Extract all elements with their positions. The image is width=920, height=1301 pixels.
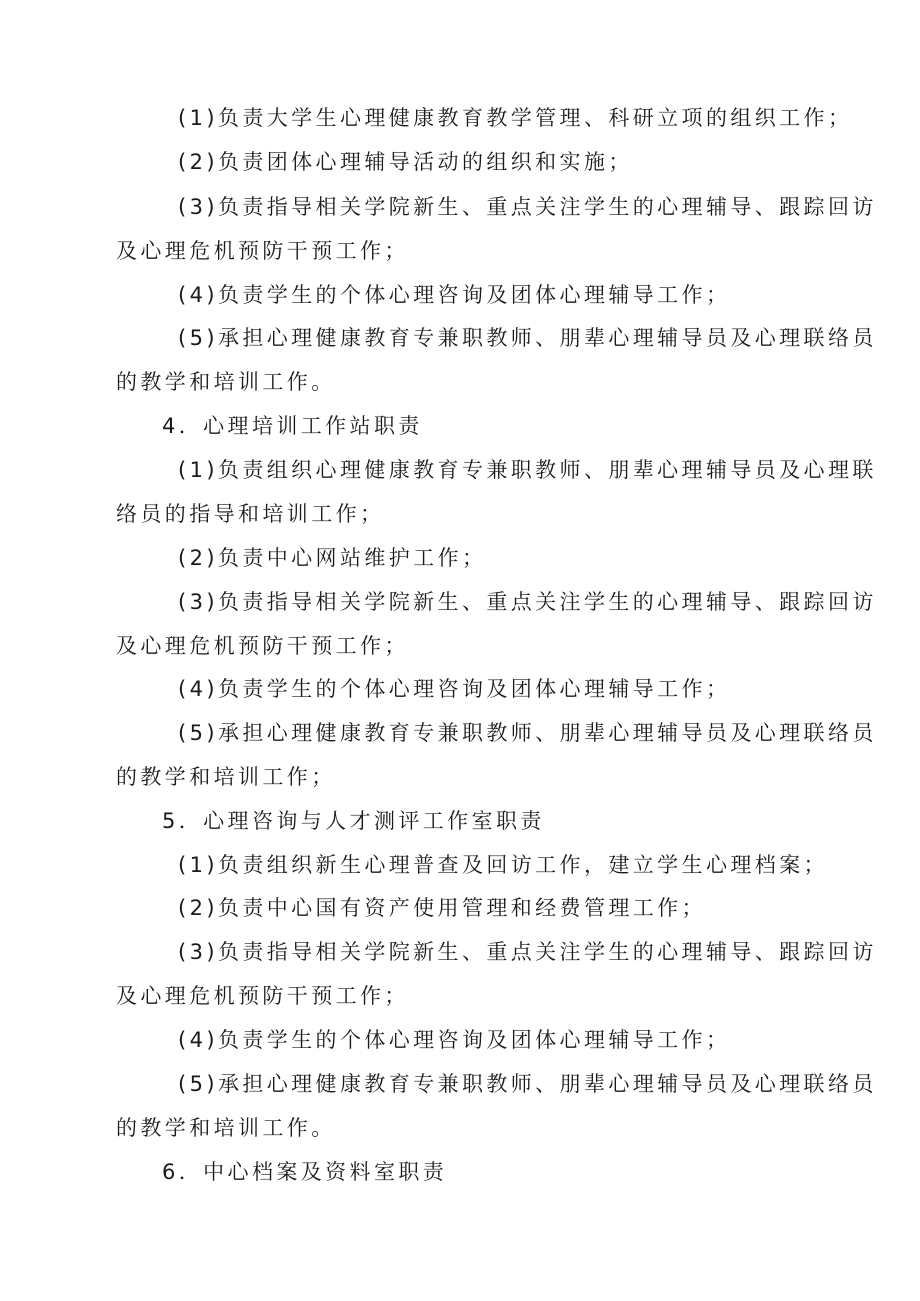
paragraph-line: (2)负责中心网站维护工作； (178, 546, 487, 570)
paragraph-line: 的教学和培训工作。 (116, 370, 336, 394)
paragraph-line: 及心理危机预防干预工作； (116, 634, 409, 658)
paragraph-line: (2)负责中心国有资产使用管理和经费管理工作； (178, 896, 706, 920)
paragraph-line: (1)负责大学生心理健康教育教学管理、科研立项的组织工作； (178, 106, 853, 130)
paragraph-line: (1)负责组织新生心理普查及回访工作，建立学生心理档案； (178, 853, 828, 877)
paragraph-line: (4)负责学生的个体心理咨询及团体心理辅导工作； (178, 677, 731, 701)
paragraph-line: 的教学和培训工作。 (116, 1116, 336, 1140)
paragraph-line: 的教学和培训工作； (116, 765, 336, 789)
section-heading: 6．中心档案及资料室职责 (162, 1160, 448, 1184)
section-heading: 4．心理培训工作站职责 (162, 414, 423, 438)
paragraph-line: 络员的指导和培训工作； (116, 502, 385, 526)
paragraph-line: (5)承担心理健康教育专兼职教师、朋辈心理辅导员及心理联络员 (178, 326, 877, 350)
paragraph-line: (3)负责指导相关学院新生、重点关注学生的心理辅导、跟踪回访 (178, 940, 877, 964)
paragraph-line: 及心理危机预防干预工作； (116, 984, 409, 1008)
paragraph-line: (1)负责组织心理健康教育专兼职教师、朋辈心理辅导员及心理联 (178, 458, 877, 482)
paragraph-line: (3)负责指导相关学院新生、重点关注学生的心理辅导、跟踪回访 (178, 590, 877, 614)
paragraph-line: (3)负责指导相关学院新生、重点关注学生的心理辅导、跟踪回访 (178, 195, 877, 219)
paragraph-line: (2)负责团体心理辅导活动的组织和实施； (178, 150, 633, 174)
paragraph-line: (5)承担心理健康教育专兼职教师、朋辈心理辅导员及心理联络员 (178, 721, 877, 745)
paragraph-line: (5)承担心理健康教育专兼职教师、朋辈心理辅导员及心理联络员 (178, 1072, 877, 1096)
paragraph-line: (4)负责学生的个体心理咨询及团体心理辅导工作； (178, 283, 731, 307)
paragraph-line: (4)负责学生的个体心理咨询及团体心理辅导工作； (178, 1028, 731, 1052)
paragraph-line: 及心理危机预防干预工作； (116, 239, 409, 263)
section-heading: 5．心理咨询与人才测评工作室职责 (162, 809, 545, 833)
